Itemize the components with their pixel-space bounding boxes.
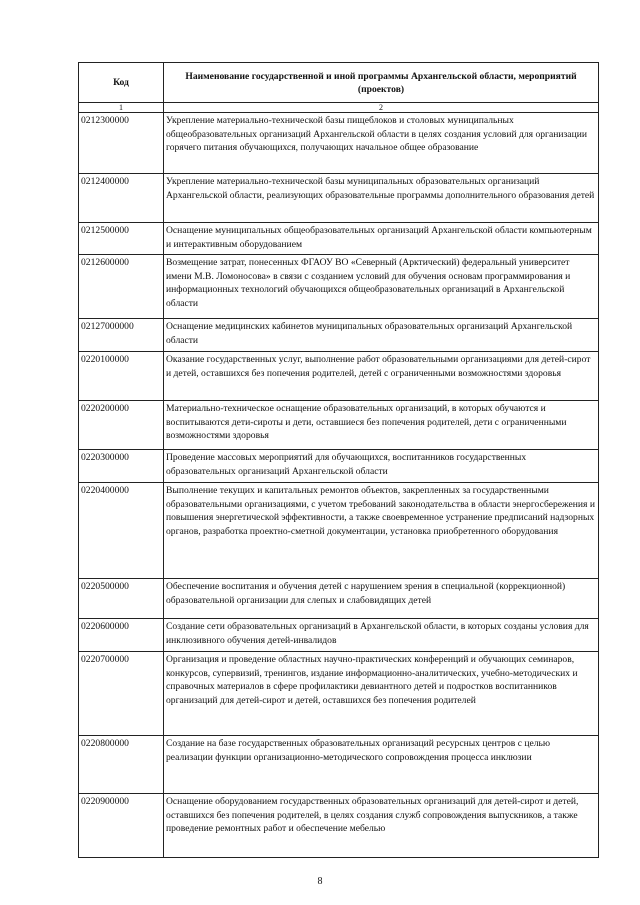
header-name: Наименование государственной и иной программы Архангельской области, мероприятий (проектов) — [164, 63, 599, 103]
row-code: 0220300000 — [79, 450, 164, 483]
table-row — [79, 352, 599, 401]
row-code: 0220500000 — [79, 579, 164, 619]
table-row — [79, 652, 599, 736]
table-row — [79, 579, 599, 619]
column-number-1: 1 — [79, 103, 164, 113]
row-code: 0220800000 — [79, 736, 164, 794]
table-row — [79, 401, 599, 450]
table-header-row — [79, 63, 599, 103]
row-name: Материально-техническое оснащение образовательных организаций, в которых обучаются и воспитываются дети-сироты и дети, оставшиеся без попечения родителей, дети с ограниченными возможностями здоровья — [164, 401, 599, 450]
table-row — [79, 794, 599, 858]
row-name: Оказание государственных услуг, выполнение работ образовательными организациями для детей-сирот и детей, оставшихся без попечения родителей, детей с ограниченными возможностями здоровья — [164, 352, 599, 401]
row-name: Создание на базе государственных образовательных организаций ресурсных центров с целью реализации функции организационно-методического сопровождения процесса инклюзии — [164, 736, 599, 794]
header-code: Код — [79, 63, 164, 103]
table-row — [79, 483, 599, 579]
row-name: Оснащение медицинских кабинетов муниципальных образовательных организаций Архангельской области — [164, 319, 599, 352]
row-code: 0220900000 — [79, 794, 164, 858]
row-code: 0212300000 — [79, 113, 164, 174]
table-row — [79, 113, 599, 174]
page-number: 8 — [317, 876, 323, 887]
row-name: Оснащение оборудованием государственных образовательных организаций для детей-сирот и детей, оставшихся без попечения родителей, в целях создания служб сопровождения выпускников, а также проведение ремонтных работ и обеспечение мебелью — [164, 794, 599, 858]
row-code: 0212400000 — [79, 174, 164, 223]
row-name: Оснащение муниципальных общеобразовательных организаций Архангельской области компьютерным и интерактивным оборудованием — [164, 223, 599, 255]
row-code: 0212500000 — [79, 223, 164, 255]
row-code: 0220700000 — [79, 652, 164, 736]
table-row — [79, 174, 599, 223]
row-code: 0220600000 — [79, 619, 164, 652]
row-name: Выполнение текущих и капитальных ремонтов объектов, закрепленных за государственными образовательными организациями, с учетом требований законодательства в области энергосбережения и повышения энергетической эффективности, а также своевременное устранение предписаний надзорных органов, разработка проектно-сметной документации, установка приобретенного оборудования — [164, 483, 599, 579]
table-row — [79, 223, 599, 255]
programs-table — [78, 62, 599, 858]
row-code: 0220200000 — [79, 401, 164, 450]
row-code: 0220400000 — [79, 483, 164, 579]
row-code: 0212600000 — [79, 255, 164, 319]
row-name: Создание сети образовательных организаций в Архангельской области, в которых созданы условия для инклюзивного обучения детей-инвалидов — [164, 619, 599, 652]
row-code: 02127000000 — [79, 319, 164, 352]
table-row — [79, 319, 599, 352]
table-row — [79, 450, 599, 483]
table-row — [79, 619, 599, 652]
row-name: Организация и проведение областных научно-практических конференций и обучающих семинаров, конкурсов, супервизий, тренингов, издание информационно-аналитических, учебно-методических и справочных материалов в сфере профилактики девиантного детей и подростков воспитанников организаций для детей-сирот и детей, оставшихся без попечения родителей — [164, 652, 599, 736]
table-row — [79, 736, 599, 794]
row-name: Укрепление материально-технической базы пищеблоков и столовых муниципальных общеобразовательных организаций Архангельской области в целях создания условий для организации горячего питания обучающихся, получающих начальное общее образование — [164, 113, 599, 174]
row-name: Обеспечение воспитания и обучения детей с нарушением зрения в специальной (коррекционной) образовательной организации для слепых и слабовидящих детей — [164, 579, 599, 619]
table-row — [79, 255, 599, 319]
column-number-row — [79, 103, 599, 113]
row-name: Проведение массовых мероприятий для обучающихся, воспитанников государственных образовательных организаций Архангельской области — [164, 450, 599, 483]
row-code: 0220100000 — [79, 352, 164, 401]
column-number-2: 2 — [164, 103, 599, 113]
row-name: Укрепление материально-технической базы муниципальных образовательных организаций Архангельской области, реализующих образовательные программы дополнительного образования детей — [164, 174, 599, 223]
row-name: Возмещение затрат, понесенных ФГАОУ ВО «Северный (Арктический) федеральный университет имени М.В. Ломоносова» в связи с созданием условий для обучения основам программирования и информационных технологий обучающихся общеобразовательных организаций в Архангельской области — [164, 255, 599, 319]
